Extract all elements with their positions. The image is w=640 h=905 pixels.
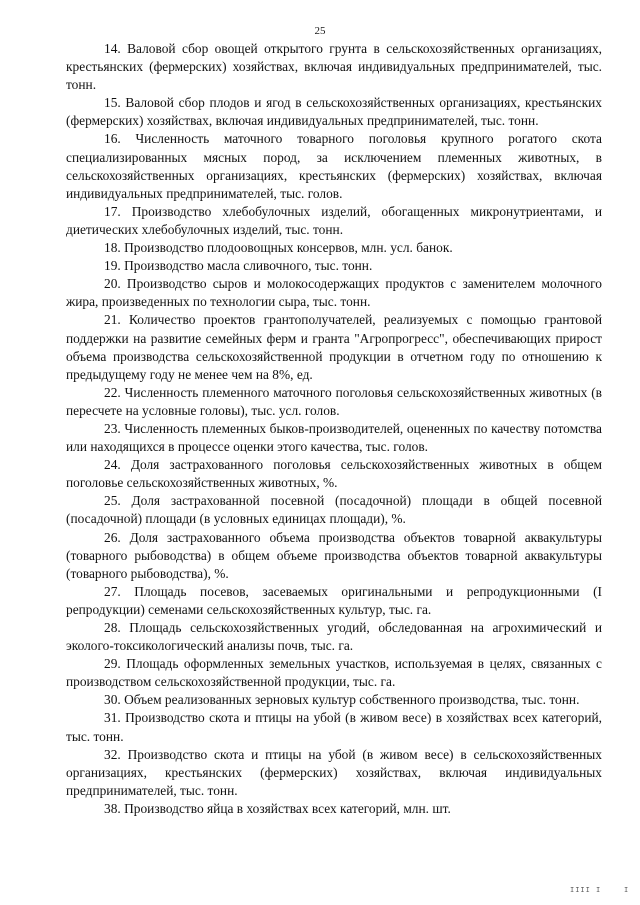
page-number: 25	[314, 25, 326, 37]
list-item: 30. Объем реализованных зерновых культур собственного производства, тыс. тонн.	[104, 692, 580, 708]
list-item: 21. Количество проектов грантополучателей, реализуемых с помощью грантовой поддержки на развитие семейных ферм и гранта "Агропрогресс", обеспечивающих прирост объема производства сельскохозяйственной продукции в отчетном году по отношению к предыдущему году не менее чем на 8%, ед.	[66, 312, 602, 382]
footer-tick: I	[624, 887, 629, 895]
list-item: 24. Доля застрахованного поголовья сельскохозяйственных животных в общем поголовье сельскохозяйственных животных, %.	[66, 457, 602, 491]
list-item: 38. Производство яйца в хозяйствах всех категорий, млн. шт.	[104, 800, 451, 816]
list-item: 32. Производство скота и птицы на убой (в живом весе) в сельскохозяйственных организациях, крестьянских (фермерских) хозяйствах, включая индивидуальных предпринимателей, тыс. тонн.	[66, 746, 602, 798]
list-item: 25. Доля застрахованной посевной (посадочной) площади в общей посевной (посадочной) площади (в условных единицах площади), %.	[66, 493, 602, 527]
list-item: 17. Производство хлебобулочных изделий, обогащенных микронутриентами, и диетических хлебобулочных изделий, тыс. тонн.	[66, 203, 602, 237]
indicator-list	[66, 40, 602, 818]
list-item: 14. Валовой сбор овощей открытого грунта в сельскохозяйственных организациях, крестьянских (фермерских) хозяйствах, включая индивидуальных предпринимателей, тыс. тонн.	[66, 41, 602, 93]
list-item: 18. Производство плодоовощных консервов, млн. усл. банок.	[104, 240, 453, 256]
list-item: 19. Производство масла сливочного, тыс. тонн.	[104, 258, 373, 274]
list-item: 29. Площадь оформленных земельных участков, используемая в целях, связанных с производством сельскохозяйственной продукции, тыс. га.	[66, 656, 602, 690]
list-item: 16. Численность маточного товарного поголовья крупного рогатого скота специализированных мясных пород, за исключением племенных животных, в сельскохозяйственных организациях, крестьянских (фермерских) хозяйствах, включая индивидуальных предпринимателей, тыс. голов.	[66, 131, 602, 201]
list-item: 23. Численность племенных быков-производителей, оцененных по качеству потомства или находящихся в процессе оценки этого качества, тыс. голов.	[66, 420, 602, 455]
list-item: 22. Численность племенного маточного поголовья сельскохозяйственных животных (в пересчете на условные головы), тыс. усл. голов.	[66, 384, 602, 418]
list-item: 28. Площадь сельскохозяйственных угодий, обследованная на агрохимический и эколого-токсикологический анализы почв, тыс. га.	[66, 620, 602, 654]
list-item: 26. Доля застрахованного объема производства объектов товарной аквакультуры (товарного рыбоводства) в общем объеме производства объектов товарной аквакультуры (товарного рыбоводства), %.	[66, 529, 602, 581]
footer-mark: IIII I	[570, 887, 602, 895]
list-item: 31. Производство скота и птицы на убой (в живом весе) в хозяйствах всех категорий, тыс. тонн.	[66, 710, 602, 744]
list-item: 20. Производство сыров и молокосодержащих продуктов с заменителем молочного жира, произведенных по технологии сыра, тыс. тонн.	[66, 276, 602, 310]
list-item: 15. Валовой сбор плодов и ягод в сельскохозяйственных организациях, крестьянских (фермерских) хозяйствах, включая индивидуальных предпринимателей, тыс. тонн.	[66, 95, 602, 129]
list-item: 27. Площадь посевов, засеваемых оригинальными и репродукционными (I репродукции) семенами сельскохозяйственных культур, тыс. га.	[66, 583, 602, 617]
